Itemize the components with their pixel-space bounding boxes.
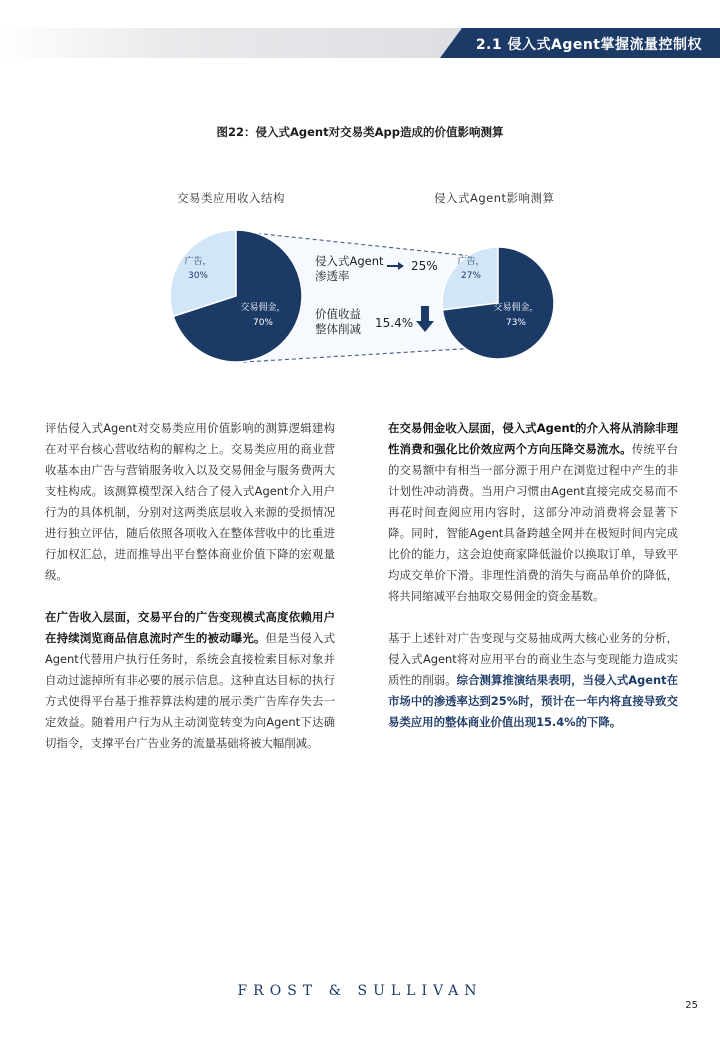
left-pie-commission-label: 交易佣金，: [240, 303, 286, 313]
right-paragraph-1-text: 传统平台的交易额中有相当一部分源于用户在浏览过程中产生的非计划性冲动消费。当用户习惯由Agent直接完成交易而不再花时间查阅应用内容时，这部分冲动消费将会显著下降。同时，智能Agent具备跨越全网并在极短时间内完成比价的能力，这会迫使商家降低溢价以换取订单，导致平均成交单价下滑。非理性消费的消失与商品单价的降低，将共同缩减平台抽取交易佣金的资金基数。: [388, 442, 678, 603]
figure-title: 图22：侵入式Agent对交易类App造成的价值影响测算: [216, 125, 504, 139]
pie-charts: [140, 218, 580, 368]
left-paragraph-1: 评估侵入式Agent对交易类应用价值影响的测算逻辑建构在对平台核心营收结构的解构之上。交易类应用的商业营收基本由广告与营销服务收入以及交易佣金与服务费两大支柱构成。该测算模型深入结合了侵入式Agent介入用户行为的具体机制，分别对这两类底层收入来源的受损情况进行独立评估，随后依照各项收入在整体营收中的比重进行加权汇总，进而推导出平台整体商业价值下降的宏观量级。: [45, 421, 335, 582]
left-text-column: [45, 418, 335, 775]
reduction-label-line2: 整体削减: [315, 322, 361, 336]
left-chart-subtitle: 交易类应用收入结构: [177, 191, 285, 205]
left-paragraph-2-bold: 在广告收入层面，交易平台的广告变现模式高度依赖用户在持续浏览商品信息流时产生的被动曝光。: [45, 610, 335, 645]
section-title: 2.1 侵入式Agent掌握流量控制权: [475, 37, 702, 53]
right-pie-ad-value: 27%: [460, 271, 482, 281]
left-pie-commission-value: 70%: [252, 318, 274, 328]
frost-sullivan-logo: FROST & SULLIVAN: [237, 983, 483, 999]
right-pie-ad-label: 广告，: [457, 257, 485, 267]
header-band: [0, 28, 470, 58]
right-paragraph-1: [388, 418, 678, 607]
page-number: 25: [685, 1000, 698, 1011]
left-paragraph-2-text: 但是当侵入式Agent代替用户执行任务时，系统会直接检索目标对象并自动过滤掉所有非必要的展示信息。这种直达目标的执行方式使得平台基于推荐算法构建的展示类广告库存失去一定效益。随着用户行为从主动浏览转变为向Agent下达确切指令，支撑平台广告业务的流量基础将被大幅削减。: [45, 631, 335, 750]
right-chart-subtitle: 侵入式Agent影响测算: [434, 191, 555, 205]
right-pie-commission-label: 交易佣金，: [493, 303, 539, 313]
reduction-value: 15.4%: [375, 316, 414, 330]
right-paragraph-2-text: 基于上述针对广告变现与交易抽成两大核心业务的分析，侵入式Agent将对应用平台的商业生态与变现能力造成实质性的削弱。: [388, 631, 678, 687]
left-paragraph-2: [45, 607, 335, 754]
reduction-label-line1: 价值收益: [315, 307, 361, 321]
left-pie-ad-value: 30%: [187, 271, 209, 281]
penetration-value: 25%: [411, 259, 438, 273]
penetration-label-line2: 渗透率: [315, 269, 350, 283]
right-text-column: [388, 418, 678, 754]
left-pie-ad-label: 广告，: [184, 257, 212, 267]
penetration-label-line1: 侵入式Agent: [315, 254, 384, 268]
right-paragraph-2-bold: 综合测算推演结果表明，当侵入式Agent在市场中的渗透率达到25%时，预计在一年内将直接导致交易类应用的整体商业价值出现15.4%的下降。: [388, 673, 678, 729]
right-paragraph-2: [388, 628, 678, 733]
right-pie-commission-value: 73%: [505, 318, 527, 328]
right-paragraph-1-bold: 在交易佣金收入层面，侵入式Agent的介入将从消除非理性消费和强化比价效应两个方向压降交易流水。: [388, 421, 678, 456]
left-pie: [170, 230, 302, 362]
